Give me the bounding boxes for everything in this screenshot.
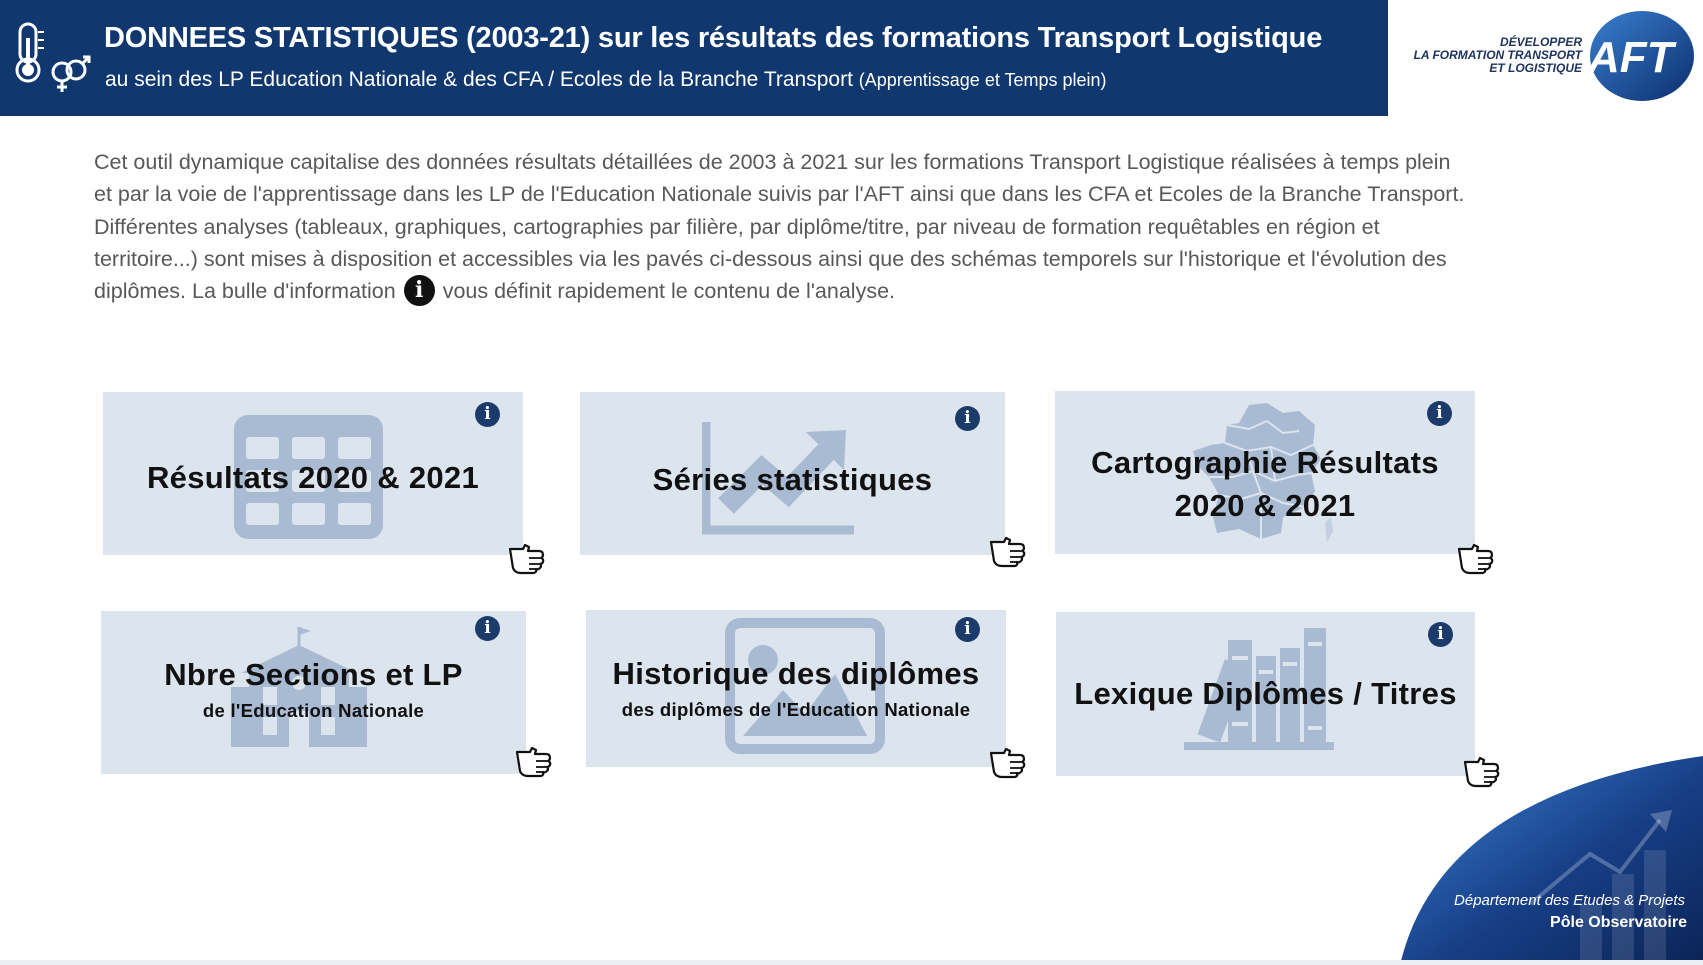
logo-tag-line2: LA FORMATION TRANSPORT	[1413, 48, 1582, 62]
aft-logo[interactable]	[1392, 4, 1700, 112]
tile-sublabel: de l'Education Nationale	[202, 700, 425, 721]
page-subtitle	[105, 68, 1107, 92]
intro-paragraph-1: Cet outil dynamique capitalise des données résultats détaillées de 2003 à 2021 sur les formations Transport Logistique réalisées à temps plein et par la voie de l'apprentissage dans les LP de l'Education Nationale suivis par l'AFT ainsi que dans les CFA et Ecoles de la Branche Transport.	[94, 150, 1465, 207]
logo-tag-line3: ET LOGISTIQUE	[1489, 61, 1582, 75]
tile-label: Lexique Diplômes / Titres	[1074, 676, 1457, 711]
pointer-hand-icon	[988, 745, 1030, 779]
pointer-hand-icon	[514, 744, 556, 778]
info-button[interactable]: i	[475, 402, 500, 427]
info-button[interactable]: i	[955, 406, 980, 431]
footer-decoration	[1380, 754, 1703, 965]
bottom-rule	[0, 960, 1703, 965]
intro-paragraph-2-end: vous définit rapidement le contenu de l'analyse.	[442, 279, 896, 304]
info-button[interactable]: i	[1427, 401, 1452, 426]
tile-label-line2: 2020 & 2021	[1174, 488, 1356, 523]
logo-brand-text: AFT	[1588, 33, 1674, 82]
tile-nbre-sections[interactable]	[101, 611, 526, 774]
header-banner	[0, 0, 1388, 116]
footer-department: Département des Etudes & Projets	[1454, 892, 1685, 909]
logo-tag-line1: DÉVELOPPER	[1499, 35, 1582, 49]
tile-label: Résultats 2020 & 2021	[147, 460, 479, 495]
thermometer-gender-icon	[14, 20, 92, 96]
tile-resultats[interactable]	[103, 392, 523, 555]
info-button[interactable]: i	[475, 616, 500, 641]
tile-label: Nbre Sections et LP	[164, 657, 463, 692]
tile-label: Historique des diplômes	[612, 656, 980, 691]
logo-tagline	[1392, 36, 1582, 75]
info-button[interactable]: i	[1428, 622, 1453, 647]
tile-label: Séries statistiques	[652, 462, 933, 497]
tile-cartographie[interactable]	[1055, 391, 1475, 554]
pointer-hand-icon	[1456, 541, 1498, 575]
intro-paragraph-2-start: Différentes analyses (tableaux, graphiques, cartographies par filière, par diplôme/titre, par niveau de formation requêtables en région et territoire...) sont mises à disposition et accessibles via les pavés ci-dessous ainsi que des schémas temporels sur l'historique et l'évolution des diplômes. La bulle d'information	[94, 214, 1447, 304]
aft-logo-badge	[1580, 8, 1696, 104]
page-title: DONNEES STATISTIQUES (2003-21) sur les résultats des formations Transport Logistique	[104, 22, 1323, 54]
tile-historique-diplomes[interactable]	[586, 610, 1006, 767]
pointer-hand-icon	[988, 534, 1030, 568]
footer-pole: Pôle Observatoire	[1550, 914, 1687, 931]
info-icon: i	[404, 275, 435, 306]
subtitle-small: (Apprentissage et Temps plein)	[858, 70, 1107, 90]
intro-text	[94, 146, 1474, 308]
tile-label: Cartographie Résultats	[1091, 445, 1439, 480]
pointer-hand-icon	[507, 541, 549, 575]
intro-paragraph-2	[94, 211, 1474, 308]
tile-lexique[interactable]	[1056, 612, 1475, 776]
info-button[interactable]: i	[955, 617, 980, 642]
tile-sublabel: des diplômes de l'Education Nationale	[621, 699, 971, 720]
tile-series-statistiques[interactable]	[580, 392, 1005, 555]
subtitle-main: au sein des LP Education Nationale & des CFA / Ecoles de la Branche Transport	[105, 68, 853, 91]
